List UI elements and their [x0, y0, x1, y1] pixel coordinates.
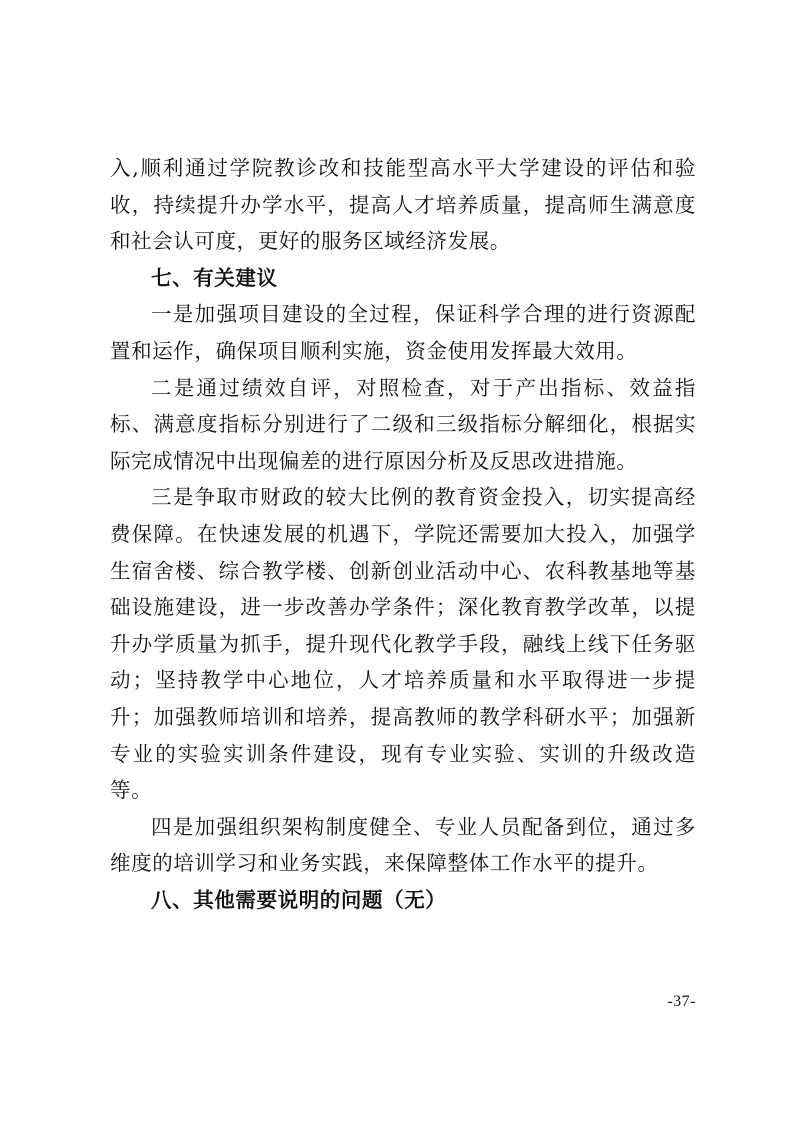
paragraph-suggestion-4: 四是加强组织架构制度健全、专业人员配备到位，通过多维度的培训学习和业务实践，来保障整体工作水平的提升。 [110, 814, 696, 876]
page-number: -37- [667, 993, 696, 1010]
paragraph-continuation: 入,顺利通过学院教诊改和技能型高水平大学建设的评估和验收，持续提升办学水平，提高人才培养质量，提高师生满意度和社会认可度，更好的服务区域经济发展。 [110, 156, 696, 254]
paragraph-suggestion-2: 二是通过绩效自评，对照检查，对于产出指标、效益指标、满意度指标分别进行了二级和三级指标分解细化，根据实际完成情况中出现偏差的进行原因分析及反思改进措施。 [110, 375, 696, 473]
paragraph-suggestion-3: 三是争取市财政的较大比例的教育资金投入，切实提高经费保障。在快速发展的机遇下，学院还需要加大投入，加强学生宿舍楼、综合教学楼、创新创业活动中心、农科教基地等基础设施建设，进一步改善办学条件；深化教育教学改革，以提升办学质量为抓手，提升现代化教学手段，融线上线下任务驱动；坚持教学中心地位，人才培养质量和水平取得进一步提升；加强教师培训和培养，提高教师的教学科研水平；加强新专业的实验实训条件建设，现有专业实验、实训的升级改造等。 [110, 485, 696, 803]
section-heading-suggestions: 七、有关建议 [151, 265, 278, 290]
document-body [110, 150, 696, 918]
section-heading-other: 八、其他需要说明的问题（无） [151, 887, 447, 912]
paragraph-suggestion-1: 一是加强项目建设的全过程，保证科学合理的进行资源配置和运作，确保项目顺利实施，资金使用发挥最大效用。 [110, 302, 696, 363]
